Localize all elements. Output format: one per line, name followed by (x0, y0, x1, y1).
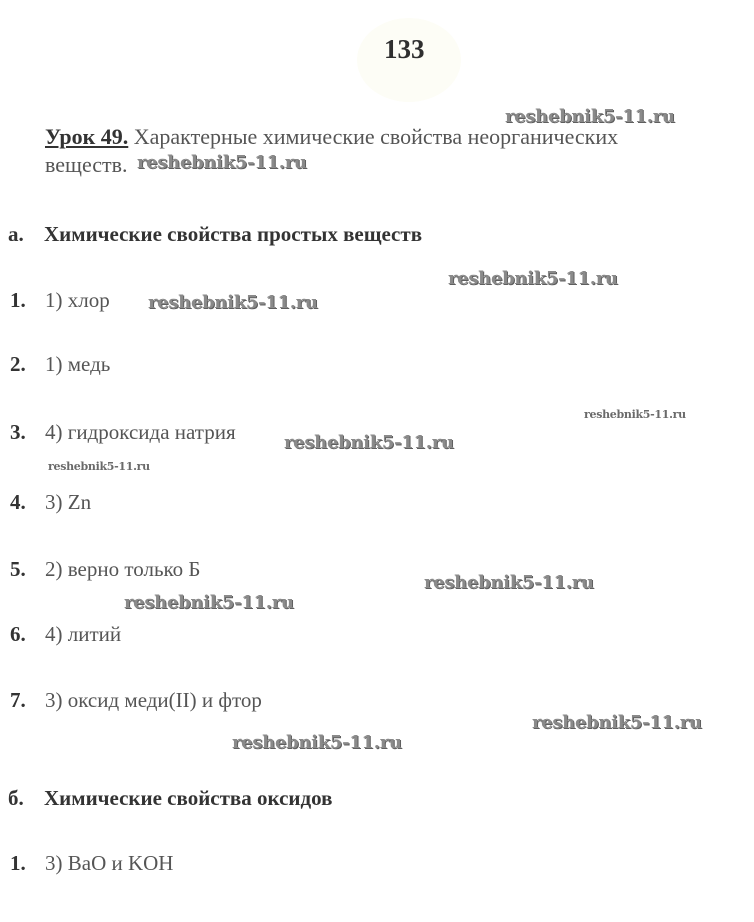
section-heading-a (8, 222, 422, 247)
answer-text: 3) оксид меди(II) и фтор (45, 688, 262, 712)
answer-number: 3. (10, 420, 26, 444)
answer-text: 2) верно только Б (45, 557, 201, 581)
lesson-title-continuation: веществ. (45, 152, 128, 177)
answer-number: 2. (10, 352, 26, 376)
answer-number: 4. (10, 490, 26, 514)
answer-number: 1. (10, 288, 26, 312)
answer-item (10, 688, 262, 713)
section-letter: б. (8, 786, 24, 810)
section-title: Химические свойства простых веществ (44, 222, 423, 246)
answer-item (10, 420, 236, 445)
watermark: reshebnik5-11.ru (232, 732, 402, 753)
page-number: 133 (384, 34, 425, 64)
answer-number: 1. (10, 851, 26, 875)
answer-item (10, 851, 173, 876)
watermark: reshebnik5-11.ru (424, 572, 594, 593)
watermark: reshebnik5-11.ru (505, 106, 675, 127)
section-letter: а. (8, 222, 24, 246)
answer-number: 6. (10, 622, 26, 646)
answer-item (10, 622, 121, 647)
watermark: reshebnik5-11.ru (137, 152, 307, 173)
watermark: reshebnik5-11.ru (124, 592, 294, 613)
watermark: reshebnik5-11.ru (448, 268, 618, 289)
answer-text: 4) литий (45, 622, 122, 646)
answer-item (10, 490, 91, 515)
section-heading-b (8, 786, 332, 811)
answer-item (10, 352, 110, 377)
answer-text: 1) хлор (45, 288, 110, 312)
lesson-label: Урок 49. (45, 124, 129, 149)
answer-text: 1) медь (45, 352, 111, 376)
answer-number: 5. (10, 557, 26, 581)
answer-text: 3) Zn (45, 490, 92, 514)
watermark: reshebnik5-11.ru (532, 712, 702, 733)
section-title: Химические свойства оксидов (44, 786, 333, 810)
answer-text: 3) BaO и KOH (45, 851, 174, 875)
answer-item (10, 557, 200, 582)
watermark: reshebnik5-11.ru (148, 292, 318, 313)
watermark: reshebnik5-11.ru (284, 432, 454, 453)
answer-text: 4) гидроксида натрия (45, 420, 236, 444)
watermark: reshebnik5-11.ru (48, 460, 150, 473)
lesson-title-text: Характерные химические свойства неорганических (128, 124, 619, 149)
watermark: reshebnik5-11.ru (584, 408, 686, 421)
answer-number: 7. (10, 688, 26, 712)
answer-item (10, 288, 110, 313)
